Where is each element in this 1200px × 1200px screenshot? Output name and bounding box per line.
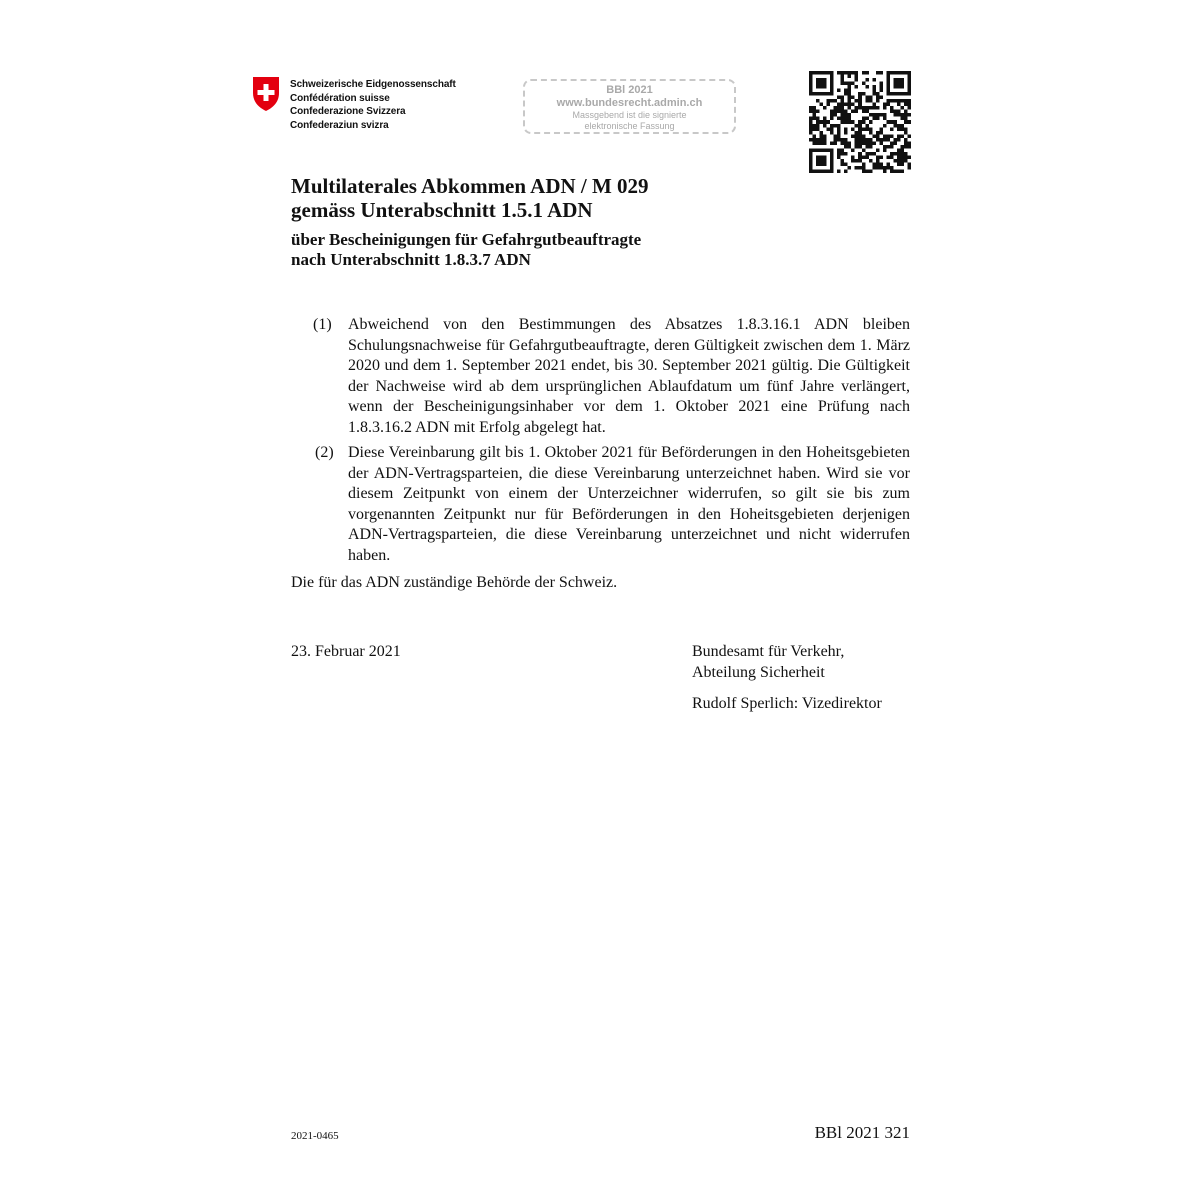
paragraph-2 [291, 443, 910, 566]
confed-name-de: Schweizerische Eidgenossenschaft [290, 79, 456, 90]
stamp-line-4: elektronische Fassung [584, 121, 675, 131]
issuing-office [692, 642, 844, 683]
office-line-2: Abteilung Sicherheit [692, 663, 825, 681]
paragraph-text: Abweichend von den Bestimmungen des Absatzes 1.8.3.16.1 ADN bleiben Schulungsnachweise für Gefahrgutbeauftragte, deren Gültigkeit zwischen dem 1. März 2020 und dem 1. September 2021 endet, bis 30. September 2021 gültig. Die Gültigkeit der Nachweise wird ab dem ursprünglichen Ablaufdatum um fünf Jahre verlängert, wenn der Bescheinigungsinhaber vor dem 1. Oktober 2021 eine Prüfung nach 1.8.3.16.2 ADN mit Erfolg abgelegt hat. [348, 316, 910, 436]
paragraph-number: (2) [315, 444, 334, 461]
confed-name-fr: Confédération suisse [290, 92, 390, 104]
title-line-2: gemäss Unterabschnitt 1.5.1 ADN [291, 198, 593, 222]
document-reference: 2021-0465 [291, 1130, 339, 1142]
signer: Rudolf Sperlich: Vizedirektor [692, 695, 882, 712]
paragraph-text: Diese Vereinbarung gilt bis 1. Oktober 2021 für Beförderungen in den Hoheitsgebieten der ADN-Vertragsparteien, die diese Vereinbarung unterzeichnet haben. Wird sie vor diesem Zeitpunkt von einem der Unterzeichner widerrufen, so gilt sie bis zum vorgenannten Zeitpunkt nur für Beförderungen in den Hoheitsgebieten derjenigen ADN-Vertragsparteien, die diese Vereinbarung unterzeichnet und nicht widerrufen haben. [348, 444, 910, 564]
page-reference: BBl 2021 321 [814, 1123, 910, 1142]
title-line-1: Multilaterales Abkommen ADN / M 029 [291, 174, 649, 198]
confederation-names [290, 78, 456, 132]
subtitle-line-1: über Bescheinigungen für Gefahrgutbeauftragte [291, 230, 642, 249]
subtitle-line-2: nach Unterabschnitt 1.8.3.7 ADN [291, 250, 531, 269]
confed-name-rm: Confederaziun svizra [290, 119, 389, 131]
document-subtitle [291, 230, 641, 270]
confed-name-it: Confederazione Svizzera [290, 106, 406, 117]
official-publication-stamp [523, 79, 736, 134]
office-line-1: Bundesamt für Verkehr, [692, 643, 845, 660]
swiss-coat-of-arms-icon [251, 76, 281, 112]
paragraph-number: (1) [313, 316, 332, 333]
document-title [291, 174, 649, 222]
closing-statement: Die für das ADN zuständige Behörde der Schweiz. [291, 574, 618, 591]
stamp-line-3: Massgebend ist die signierte [572, 110, 687, 120]
paragraph-1 [291, 315, 910, 438]
document-date: 23. Februar 2021 [291, 643, 401, 660]
qr-code-icon[interactable] [809, 71, 911, 173]
stamp-url: www.bundesrecht.admin.ch [556, 97, 703, 109]
stamp-line-1: BBl 2021 [606, 84, 653, 96]
